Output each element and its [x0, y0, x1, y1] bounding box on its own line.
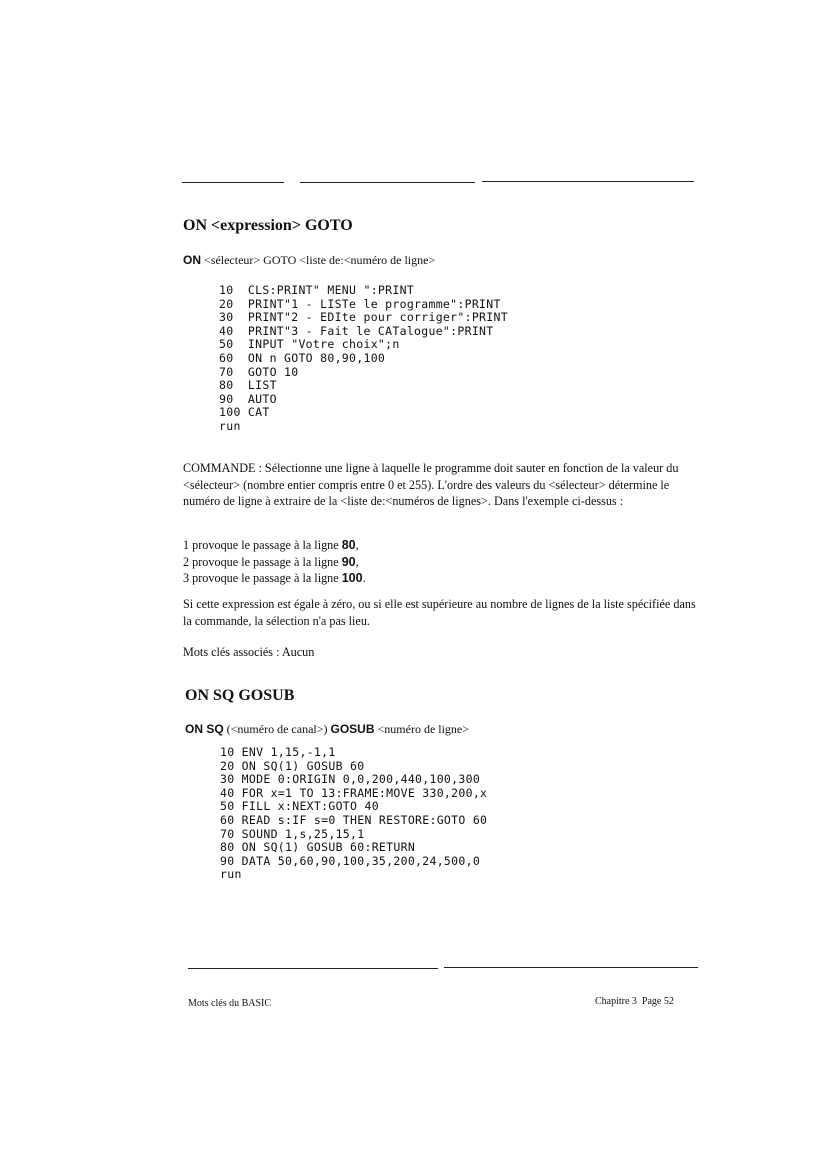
code-line: 70 SOUND 1,s,25,15,1	[220, 826, 365, 841]
case-end: .	[362, 571, 366, 586]
code-line: 60 ON n GOTO 80,90,100	[219, 350, 386, 365]
top-rule-right	[482, 181, 694, 182]
command-paragraph: COMMANDE : Sélectionne une ligne à laquelle le programme doit sauter en fonction de la valeur du <sélecteur> (nombre entier compris entre 0 et 255). L'ordre des valeurs du <sélecteur> détermine le numéro de ligne à extraire de la <liste de:<numéros de lignes>. Dans l'exemple ci-dessus :	[183, 461, 679, 509]
code-line: 100 CAT	[219, 405, 270, 420]
code-line: 70 GOTO 10	[219, 364, 299, 379]
zero-paragraph: Si cette expression est égale à zéro, ou si elle est supérieure au nombre de lignes de la liste spécifiée dans la commande, la sélection n'a pas lieu.	[183, 597, 696, 628]
top-rule-left	[182, 182, 284, 183]
case-line-number: 100	[341, 571, 363, 586]
code-listing-on-goto	[219, 284, 508, 434]
code-line: 50 INPUT "Votre choix";n	[219, 337, 400, 352]
code-line: run	[219, 418, 241, 433]
code-line: 10 ENV 1,15,-1,1	[220, 745, 336, 759]
code-line: 40 FOR x=1 TO 13:FRAME:MOVE 330,200,x	[220, 785, 488, 800]
case-text: 3 provoque le passage à la ligne	[183, 571, 342, 586]
related-keywords: Mots clés associés : Aucun	[183, 645, 315, 659]
case-item	[183, 554, 700, 571]
case-item	[183, 537, 700, 554]
syntax-rest: <numéro de ligne>	[374, 722, 470, 736]
cases-list	[183, 537, 700, 587]
syntax-keyword-on-sq: ON SQ	[185, 722, 224, 736]
top-rule-mid	[300, 182, 475, 183]
code-line: 40 PRINT"3 - Fait le CATalogue":PRINT	[219, 323, 494, 338]
case-item	[183, 570, 700, 587]
syntax-rest: <sélecteur> GOTO <liste de:<numéro de ligne>	[204, 253, 436, 267]
case-text: 2 provoque le passage à la ligne	[183, 554, 342, 569]
case-line-number: 90	[341, 554, 356, 569]
section1-syntax	[183, 253, 435, 268]
section2-title: ON SQ GOSUB	[185, 687, 295, 704]
bottom-rule-right	[444, 967, 698, 968]
code-line: 20 PRINT"1 - LISTe le programme":PRINT	[219, 296, 501, 311]
footer-left: Mots clés du BASIC	[188, 998, 272, 1009]
code-line: run	[220, 867, 242, 882]
syntax-keyword-gosub: GOSUB	[330, 722, 375, 736]
code-line: 20 ON SQ(1) GOSUB 60	[220, 758, 365, 773]
syntax-middle: (<numéro de canal>)	[223, 722, 331, 736]
case-end: ,	[355, 538, 359, 552]
code-line: 30 MODE 0:ORIGIN 0,0,200,440,100,300	[220, 772, 481, 787]
section2-syntax	[185, 722, 469, 737]
case-end: ,	[355, 554, 359, 569]
case-text: 1 provoque le passage à la ligne	[183, 538, 342, 552]
code-line: 80 ON SQ(1) GOSUB 60:RETURN	[220, 840, 416, 855]
code-line: 90 DATA 50,60,90,100,35,200,24,500,0	[220, 853, 481, 868]
code-line: 30 PRINT"2 - EDIte pour corriger":PRINT	[219, 310, 508, 325]
code-listing-on-sq-gosub	[220, 746, 487, 882]
code-line: 90 AUTO	[219, 391, 277, 406]
code-line: 80 LIST	[219, 378, 277, 393]
section1-title: ON <expression> GOTO	[183, 217, 353, 234]
footer-right: Chapitre 3 Page 52	[595, 996, 674, 1007]
code-line: 60 READ s:IF s=0 THEN RESTORE:GOTO 60	[220, 812, 488, 827]
bottom-rule-left	[188, 968, 438, 969]
syntax-keyword: ON	[183, 253, 201, 267]
code-line: 10 CLS:PRINT" MENU ":PRINT	[219, 283, 415, 297]
case-line-number: 80	[341, 538, 356, 552]
code-line: 50 FILL x:NEXT:GOTO 40	[220, 799, 379, 814]
